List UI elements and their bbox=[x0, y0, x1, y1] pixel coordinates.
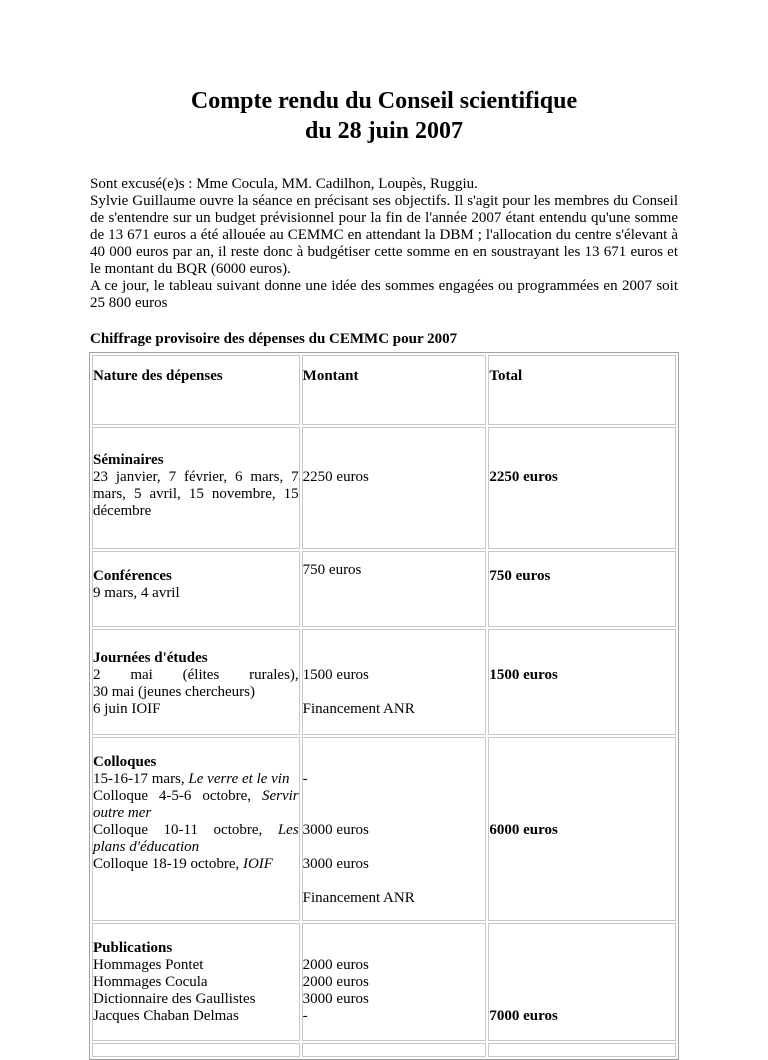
publication-amount: 3000 euros bbox=[302, 991, 369, 1007]
table-row-journees bbox=[92, 629, 676, 735]
publication-amount: 2000 euros bbox=[302, 957, 369, 973]
header-nature: Nature des dépenses bbox=[92, 355, 300, 425]
table-row-seminaires bbox=[92, 427, 676, 549]
table-header-row bbox=[92, 355, 676, 425]
cell-nature bbox=[92, 923, 300, 1041]
cell-total bbox=[488, 923, 676, 1041]
cell-nature bbox=[92, 427, 300, 549]
cell-total bbox=[488, 427, 676, 549]
page-title bbox=[90, 86, 678, 146]
publication-item: Hommages Cocula bbox=[93, 974, 208, 990]
document-page bbox=[90, 0, 678, 1060]
row-label: Journées d'études bbox=[93, 650, 208, 666]
table-row-empty bbox=[92, 1043, 676, 1057]
title-line-1: Compte rendu du Conseil scientifique bbox=[190, 88, 578, 114]
row-dates: 23 janvier, 7 février, 6 mars, 7 mars, 5 avril, 15 novembre, 15 décembre bbox=[93, 469, 299, 519]
cell-nature bbox=[92, 737, 300, 921]
row-amount: 2250 euros bbox=[302, 469, 369, 485]
row-label: Séminaires bbox=[93, 452, 164, 468]
excused-paragraph: Sont excusé(e)s : Mme Cocula, MM. Cadilhon, Loupès, Ruggiu. bbox=[90, 176, 478, 192]
cell-empty bbox=[92, 1043, 300, 1057]
row-total: 7000 euros bbox=[489, 1008, 558, 1024]
row-total: 750 euros bbox=[489, 568, 551, 584]
row-total: 2250 euros bbox=[489, 469, 558, 485]
table-row-colloques bbox=[92, 737, 676, 921]
budget-table bbox=[89, 352, 679, 1060]
row-amount: 750 euros bbox=[302, 562, 362, 578]
cell-empty bbox=[302, 1043, 487, 1057]
cell-empty bbox=[488, 1043, 676, 1057]
table-row-conferences bbox=[92, 551, 676, 627]
row-line-1: 2 mai (élites rurales), bbox=[93, 667, 299, 683]
publication-item: Hommages Pontet bbox=[93, 957, 204, 973]
cell-montant bbox=[302, 551, 487, 627]
colloque-amount-1: - bbox=[302, 771, 308, 787]
publication-item: Dictionnaire des Gaullistes bbox=[93, 991, 256, 1007]
colloque-item-2: Colloque 4-5-6 octobre, Servir outre mer bbox=[93, 788, 299, 821]
header-montant: Montant bbox=[302, 355, 487, 425]
cell-nature bbox=[92, 551, 300, 627]
cell-montant bbox=[302, 923, 487, 1041]
row-dates: 9 mars, 4 avril bbox=[93, 585, 180, 601]
colloque-funding: Financement ANR bbox=[302, 890, 415, 906]
opening-paragraph: Sylvie Guillaume ouvre la séance en précisant ses objectifs. Il s'agit pour les membres du Conseil de s'entendre sur un budget prévisionnel pour la fin de l'année 2007 étant entendu qu'une somme de 13 671 euros a été allouée au CEMMC en attendant la DBM ; l'allocation du centre s'élevant à 40 000 euros par an, il reste donc à budgétiser cette somme en en soustrayant les 13 671 euros et le montant du BQR (6000 euros). bbox=[90, 193, 678, 277]
cell-montant bbox=[302, 629, 487, 735]
publication-amount: - bbox=[302, 1008, 308, 1024]
cell-total bbox=[488, 737, 676, 921]
row-total: 6000 euros bbox=[489, 822, 558, 838]
colloque-item-4: Colloque 18-19 octobre, IOIF bbox=[93, 856, 273, 872]
header-total: Total bbox=[488, 355, 676, 425]
row-label: Publications bbox=[93, 940, 173, 956]
row-line-2: 30 mai (jeunes chercheurs) bbox=[93, 684, 256, 700]
row-funding: Financement ANR bbox=[302, 701, 415, 717]
colloque-item-3: Colloque 10-11 octobre, Les plans d'éducation bbox=[93, 822, 299, 855]
cell-total bbox=[488, 551, 676, 627]
table-caption: Chiffrage provisoire des dépenses du CEMMC pour 2007 bbox=[90, 331, 458, 347]
row-total: 1500 euros bbox=[489, 667, 558, 683]
publication-item: Jacques Chaban Delmas bbox=[93, 1008, 239, 1024]
row-amount: 1500 euros bbox=[302, 667, 369, 683]
title-line-2: du 28 juin 2007 bbox=[304, 118, 464, 144]
row-line-3: 6 juin IOIF bbox=[93, 701, 161, 717]
publication-amount: 2000 euros bbox=[302, 974, 369, 990]
cell-montant bbox=[302, 427, 487, 549]
cell-total bbox=[488, 629, 676, 735]
summary-paragraph: A ce jour, le tableau suivant donne une idée des sommes engagées ou programmées en 2007 soit 25 800 euros bbox=[90, 278, 678, 311]
colloque-amount-3: 3000 euros bbox=[302, 822, 369, 838]
colloque-amount-4: 3000 euros bbox=[302, 856, 369, 872]
table-row-publications bbox=[92, 923, 676, 1041]
cell-nature bbox=[92, 629, 300, 735]
cell-montant bbox=[302, 737, 487, 921]
colloque-item-1: 15-16-17 mars, Le verre et le vin bbox=[93, 771, 290, 787]
row-label: Conférences bbox=[93, 568, 172, 584]
row-label: Colloques bbox=[93, 754, 157, 770]
intro-section bbox=[90, 176, 678, 312]
